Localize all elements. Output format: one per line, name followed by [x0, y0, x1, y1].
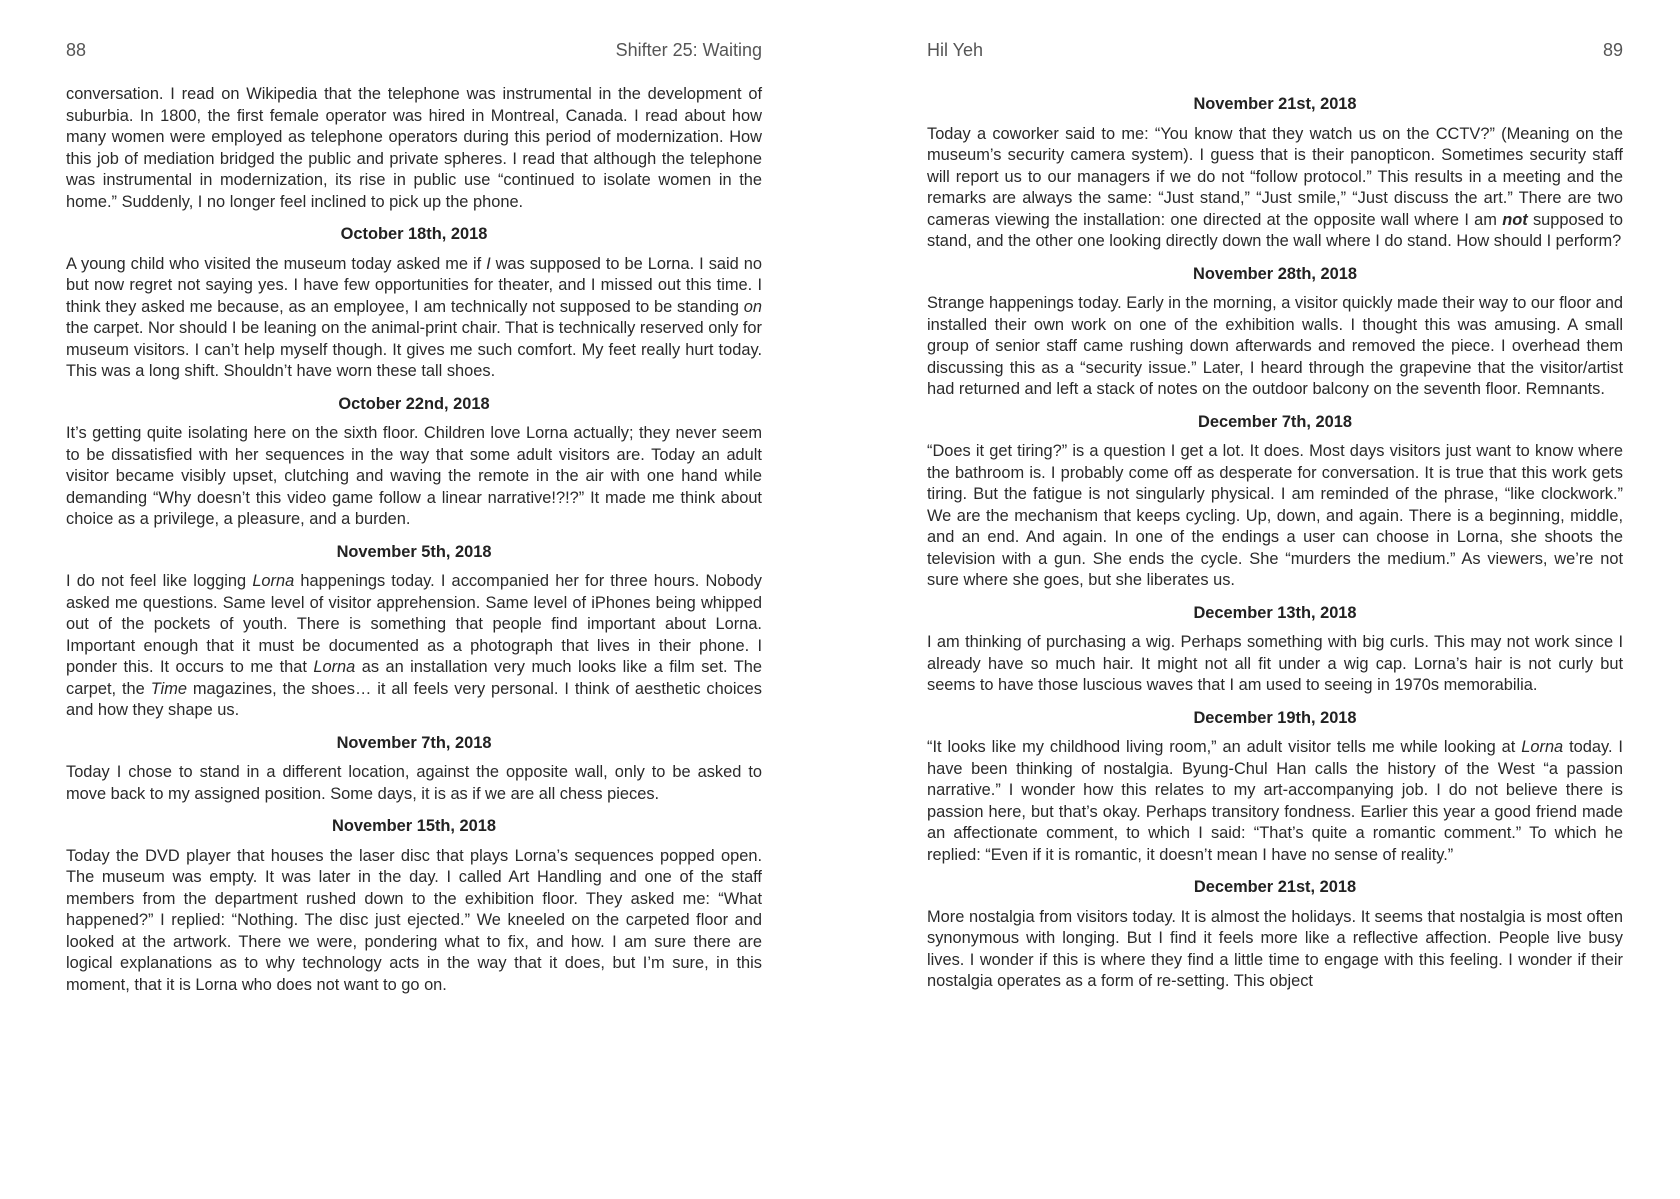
entry-date-heading: November 28th, 2018: [1193, 264, 1357, 283]
entry-date-heading: December 19th, 2018: [1193, 708, 1357, 727]
running-title: Hil Yeh: [927, 40, 984, 60]
body-paragraph: “Does it get tiring?” is a question I get a lot. It does. Most days visitors just want to know where the bathroom is. I probably come off as desperate for conversation. It is true that this work gets tiring. But the fatigue is not singularly physical. I am reminded of the phrase, “like clockwork.” We are the mechanism that keeps cycling. Up, down, and again. There is a beginning, middle, and an end. And again. In one of the endings a user can choose in Lorna, she shoots the television with a gun. She ends the cycle. She “murders the medium.” As viewers, we’re not sure where she goes, but she liberates us.: [927, 442, 1623, 589]
body-paragraph: I am thinking of purchasing a wig. Perhaps something with big curls. This may not work since I already have so much hair. It might not all fit under a wig cap. Lorna’s hair is not curly but seems to have those luscious waves that I am used to seeing in 1970s memorabilia.: [927, 633, 1623, 694]
right-page-body: [927, 84, 1623, 1004]
body-paragraph: Today I chose to stand in a different location, against the opposite wall, only to be asked to move back to my assigned position. Some days, it is as if we are all chess pieces.: [66, 763, 762, 803]
entry-date-heading: December 21st, 2018: [1193, 878, 1357, 896]
entry-date-heading: October 22nd, 2018: [338, 394, 490, 413]
left-page: [66, 0, 762, 1199]
body-paragraph: Today a coworker said to me: “You know that they watch us on the CCTV?” (Meaning on the museum’s security camera system). I guess that is their panopticon. Sometimes security staff will report us to our managers if we do not “follow protocol.” This results in a meeting and the remarks are always the same: “Just stand,” “Just smile,” “Just discuss the art.” There are two cameras viewing the installation: one directed at the opposite wall where I am not supposed to stand, and the other one looking directly down the wall where I do stand. How should I perform?: [927, 124, 1623, 250]
right-page: [927, 0, 1623, 1199]
body-paragraph: I do not feel like logging Lorna happenings today. I accompanied her for three hours. Nobody asked me questions. Same level of visitor apprehension. Same level of iPhones being whipped out of the pockets of youth. There is something that people find important about Lorna. Important enough that it must be documented as a photograph that lives in their phone. I ponder this. It occurs to me that Lorna as an installation very much looks like a film set. The carpet, the Time magazines, the shoes… it all feels very personal. I think of aesthetic choices and how they shape us.: [66, 572, 762, 719]
page-number: 89: [1602, 40, 1623, 60]
body-paragraph: conversation. I read on Wikipedia that the telephone was instrumental in the development of suburbia. In 1800, the first female operator was hired in Montreal, Canada. I read about how many women were employed as telephone operators during this period of modernization. How this job of mediation bridged the public and private spheres. I read that although the telephone was instrumental in modernization, its rise in public use “continued to isolate women in the home.” Suddenly, I no longer feel inclined to pick up the phone.: [66, 85, 762, 211]
body-paragraph: “It looks like my childhood living room,” an adult visitor tells me while looking at Lorna today. I have been thinking of nostalgia. Byung-Chul Han calls the history of the West “a passion narrative.” I wonder how this relates to my art-accompanying job. I do not believe there is passion here, but that’s okay. Perhaps transitory fondness. Earlier this year a good friend made an affectionate comment, to which I said: “That’s quite a romantic comment.” To which he replied: “Even if it is romantic, it doesn’t mean I have no sense of reality.”: [927, 738, 1623, 864]
page-number: 88: [66, 40, 87, 60]
entry-date-heading: December 7th, 2018: [1198, 412, 1352, 431]
body-paragraph: A young child who visited the museum today asked me if I was supposed to be Lorna. I said no but now regret not saying yes. I have few opportunities for theater, and I missed out this time. I think they asked me because, as an employee, I am technically not supposed to be standing on the carpet. Nor should I be leaning on the animal-print chair. That is technically reserved only for museum visitors. I can’t help myself though. It gives me such comfort. My feet really hurt today. This was a long shift. Shouldn’t have worn these tall shoes.: [66, 254, 762, 380]
body-paragraph: Strange happenings today. Early in the morning, a visitor quickly made their way to our floor and installed their own work on one of the exhibition walls. I thought this was amusing. A small group of senior staff came rushing down afterwards and removed the piece. I overhead them discussing this as a “security issue.” Later, I heard through the grapevine that the visitor/artist had returned and left a stack of notes on the outdoor balcony on the seventh floor. Remnants.: [927, 294, 1623, 398]
body-paragraph: More nostalgia from visitors today. It is almost the holidays. It seems that nostalgia is most often synonymous with longing. But I find it feels more like a reflective affection. People live busy lives. I wonder if this is where they find a little time to engage with this feeling. I wonder if their nostalgia operates as a form of re-setting. This object: [927, 907, 1623, 990]
left-page-body: [66, 84, 762, 1007]
entry-date-heading: October 18th, 2018: [340, 225, 488, 243]
entry-date-heading: November 5th, 2018: [336, 542, 492, 561]
body-paragraph: Today the DVD player that houses the laser disc that plays Lorna’s sequences popped open. The museum was empty. It was later in the day. I called Art Handling and one of the staff members from the department rushed down to the exhibition floor. They asked me: “What happened?” I replied: “Nothing. The disc just ejected.” We kneeled on the carpeted floor and looked at the artwork. There we were, pondering what to fix, and how. I am sure there are logical explanations as to why technology acts in the way that it does, but I’m sure, in this moment, that it is Lorna who does not want to go on.: [66, 846, 762, 994]
running-title: Shifter 25: Waiting: [615, 40, 762, 60]
entry-date-heading: November 15th, 2018: [332, 817, 496, 835]
left-page-header: [66, 40, 762, 61]
body-paragraph: It’s getting quite isolating here on the sixth floor. Children love Lorna actually; they never seem to be dissatisfied with her sequences in the way that some adult visitors are. Today an adult visitor became visibly upset, clutching and waving the remote in the air with one hand while demanding “Why doesn’t this video game follow a linear narrative!?!?” It made me think about choice as a privilege, a pleasure, and a burden.: [66, 424, 762, 528]
right-page-header: [927, 40, 1623, 61]
entry-date-heading: November 21st, 2018: [1193, 95, 1357, 113]
entry-date-heading: December 13th, 2018: [1193, 603, 1357, 622]
entry-date-heading: November 7th, 2018: [336, 733, 492, 752]
